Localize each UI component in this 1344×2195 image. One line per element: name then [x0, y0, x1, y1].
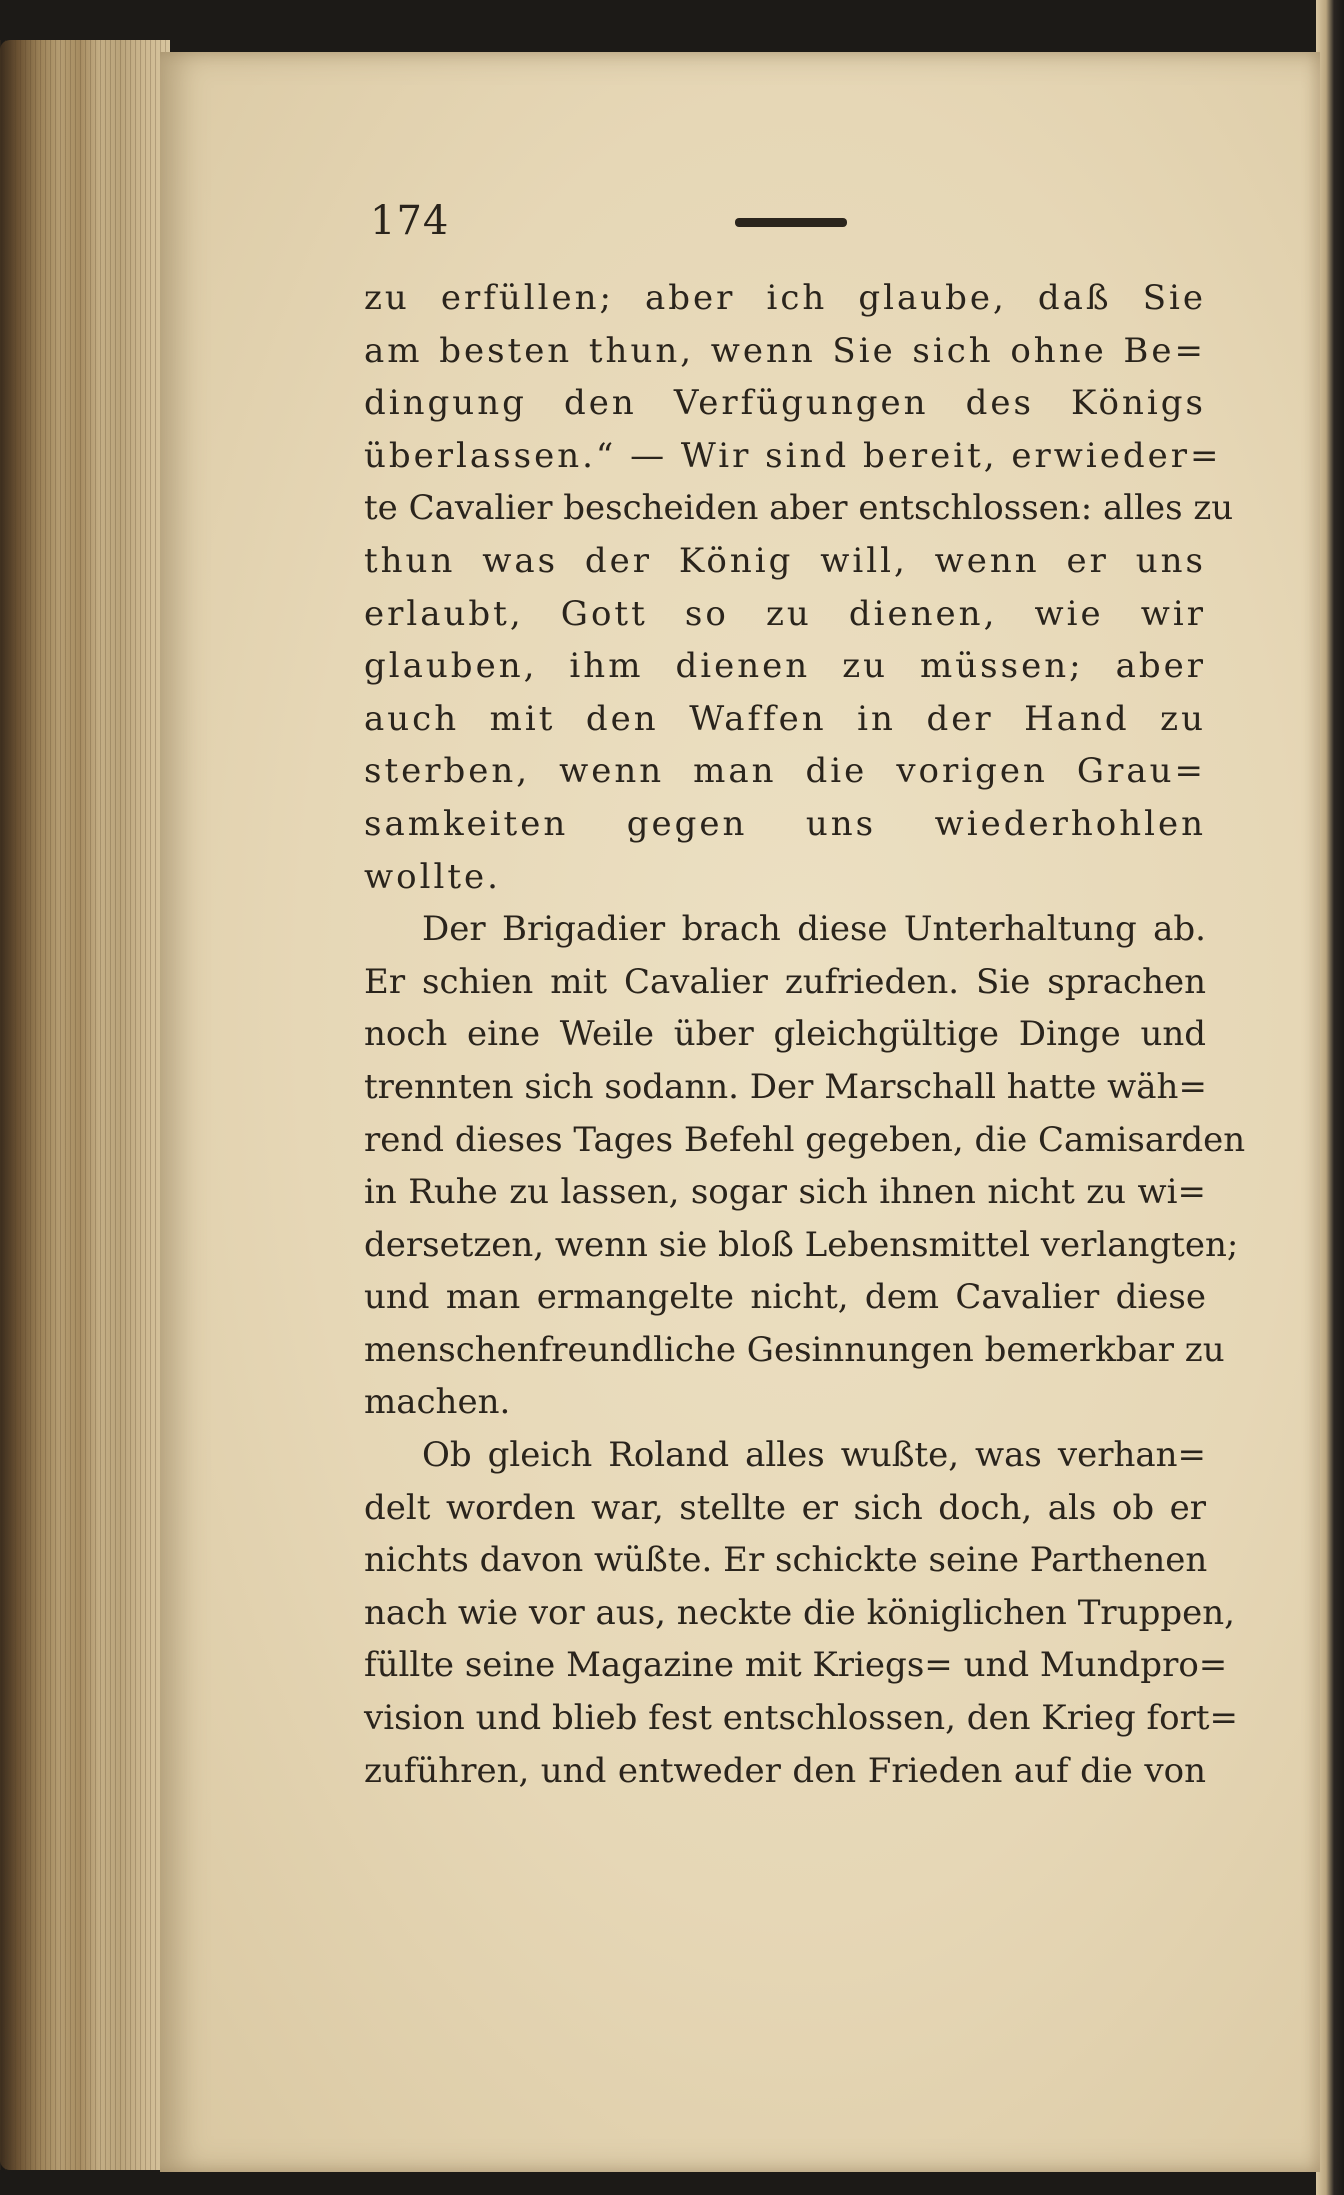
page-body-text: [364, 272, 1246, 1797]
text-line: trennten sich sodann. Der Marschall hatte wäh=: [364, 1066, 1207, 1107]
page-number: 174: [370, 198, 450, 244]
text-line: überlassen.“ — Wir sind bereit, erwieder=: [364, 435, 1222, 476]
text-line: thun was der König will, wenn er uns: [364, 540, 1206, 581]
text-line: wollte.: [364, 856, 501, 897]
text-line: Der Brigadier brach diese Unterhaltung ab.: [422, 909, 1206, 950]
text-line: in Ruhe zu lassen, sogar sich ihnen nicht zu wi=: [364, 1172, 1206, 1213]
text-line: noch eine Weile über gleichgültige Dinge und: [364, 1014, 1206, 1055]
text-line: zu erfüllen; aber ich glaube, daß Sie: [364, 278, 1206, 318]
text-line: dingung den Verfügungen des Königs: [364, 383, 1206, 424]
text-line: Ob gleich Roland alles wußte, was verhan=: [422, 1435, 1206, 1476]
text-line: delt worden war, stellte er sich doch, als ob er: [364, 1487, 1206, 1528]
text-line: füllte seine Magazine mit Kriegs= und Mundpro=: [364, 1645, 1228, 1686]
text-line: menschenfreundliche Gesinnungen bemerkbar zu: [364, 1329, 1225, 1370]
text-line: am besten thun, wenn Sie sich ohne Be=: [364, 330, 1206, 371]
text-line: zuführen, und entweder den Frieden auf die von: [364, 1750, 1206, 1791]
text-line: rend dieses Tages Befehl gegeben, die Camisarden: [364, 1119, 1246, 1160]
next-page-edge: [1316, 0, 1344, 2195]
text-line: auch mit den Waffen in der Hand zu: [364, 698, 1206, 739]
text-line: erlaubt, Gott so zu dienen, wie wir: [364, 593, 1206, 634]
text-line: und man ermangelte nicht, dem Cavalier diese: [364, 1277, 1206, 1318]
text-line: sterben, wenn man die vorigen Grau=: [364, 751, 1206, 792]
text-line: vision und blieb fest entschlossen, den Krieg fort=: [364, 1698, 1238, 1739]
page-header: [370, 198, 1210, 248]
text-line: te Cavalier bescheiden aber entschlossen: alles zu: [364, 488, 1234, 529]
text-line: dersetzen, wenn sie bloß Lebensmittel verlangten;: [364, 1224, 1239, 1265]
text-line: samkeiten gegen uns wiederhohlen: [364, 803, 1206, 844]
text-line: glauben, ihm dienen zu müssen; aber: [364, 646, 1206, 687]
text-line: machen.: [364, 1382, 511, 1423]
header-rule: [735, 218, 847, 227]
text-line: nach wie vor aus, neckte die königlichen Truppen,: [364, 1592, 1235, 1633]
text-line: Er schien mit Cavalier zufrieden. Sie sprachen: [364, 961, 1206, 1002]
text-line: nichts davon wüßte. Er schickte seine Parthenen: [364, 1540, 1208, 1581]
book-page-stack: [0, 40, 170, 2170]
